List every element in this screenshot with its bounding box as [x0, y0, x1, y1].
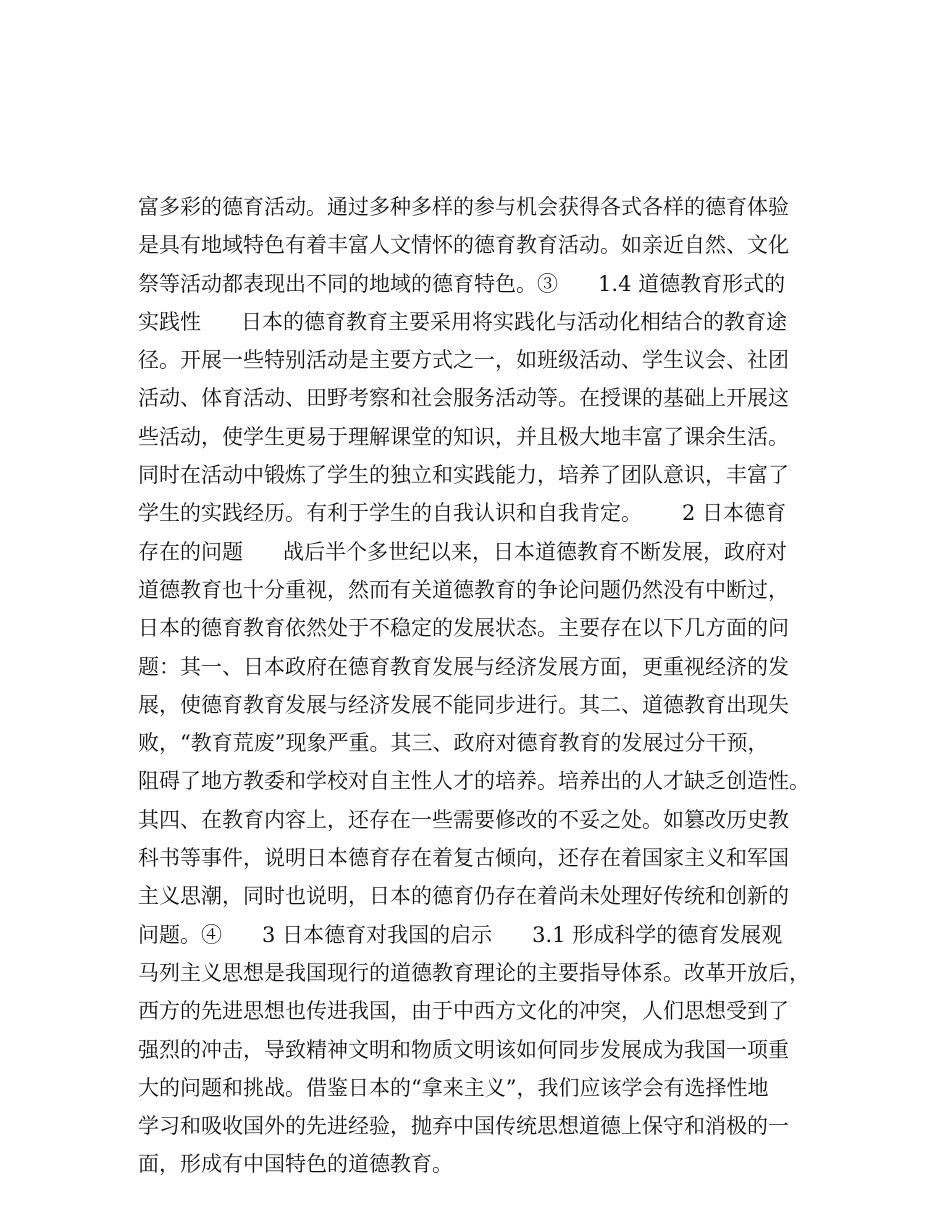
text-line: 阻碍了地方教委和学校对自主性人才的培养。培养出的人才缺乏创造性。: [138, 769, 810, 794]
text-line: 富多彩的德育活动。通过多种多样的参与机会获得各式各样的德育体验: [138, 195, 789, 219]
text-line: 其四、在教育内容上，还存在一些需要修改的不妥之处。如篡改历史教: [138, 807, 789, 832]
text-line: 道德教育也十分重视，然而有关道德教育的争论问题仍然没有中断过，: [138, 577, 789, 602]
text-line: 些活动，使学生更易于理解课堂的知识，并且极大地丰富了课余生活。: [138, 424, 789, 449]
text-line: 是具有地域特色有着丰富人文情怀的德育教育活动。如亲近自然、文化: [138, 233, 789, 258]
text-line: 径。开展一些特别活动是主要方式之一，如班级活动、学生议会、社团: [138, 348, 789, 373]
body-text: [138, 188, 838, 1184]
text-line: 活动、体育活动、田野考察和社会服务活动等。在授课的基础上开展这: [138, 386, 789, 411]
text-line: 大的问题和挑战。借鉴日本的“拿来主义”，我们应该学会有选择性地: [138, 1075, 769, 1100]
text-line: 科书等事件，说明日本德育存在着复古倾向，还存在着国家主义和军国: [138, 846, 789, 871]
text-line: 面，形成有中国特色的道德教育。: [138, 1152, 453, 1177]
text-line: 存在的问题 战后半个多世纪以来，日本道德教育不断发展，政府对: [138, 539, 788, 564]
text-line: 同时在活动中锻炼了学生的独立和实践能力，培养了团队意识，丰富了: [138, 463, 789, 488]
text-line: 败，“教育荒废”现象严重。其三、政府对德育教育的发展过分干预，: [138, 731, 769, 756]
text-line: 强烈的冲击，导致精神文明和物质文明该如何同步发展成为我国一项重: [138, 1037, 789, 1062]
text-line: 祭等活动都表现出不同的地域的德育特色。③ 1.4 道德教育形式的: [138, 271, 786, 296]
text-line: 展，使德育教育发展与经济发展不能同步进行。其二、道德教育出现失: [138, 692, 789, 717]
text-line: 实践性 日本的德育教育主要采用将实践化与活动化相结合的教育途: [138, 309, 788, 334]
text-line: 西方的先进思想也传进我国，由于中西方文化的冲突，人们思想受到了: [138, 999, 789, 1024]
text-line: 学习和吸收国外的先进经验，抛弃中国传统思想道德上保守和消极的一: [138, 1114, 789, 1139]
text-line: 题：其一、日本政府在德育教育发展与经济发展方面，更重视经济的发: [138, 654, 789, 679]
text-line: 主义思潮，同时也说明，日本的德育仍存在着尚未处理好传统和创新的: [138, 884, 789, 909]
text-line: 马列主义思想是我国现行的道德教育理论的主要指导体系。改革开放后，: [138, 960, 810, 985]
text-line: 问题。④ 3 日本德育对我国的启示 3.1 形成科学的德育发展观: [138, 922, 783, 947]
text-line: 日本的德育教育依然处于不稳定的发展状态。主要存在以下几方面的问: [138, 616, 789, 641]
text-line: 学生的实践经历。有利于学生的自我认识和自我肯定。 2 日本德育: [138, 501, 787, 526]
